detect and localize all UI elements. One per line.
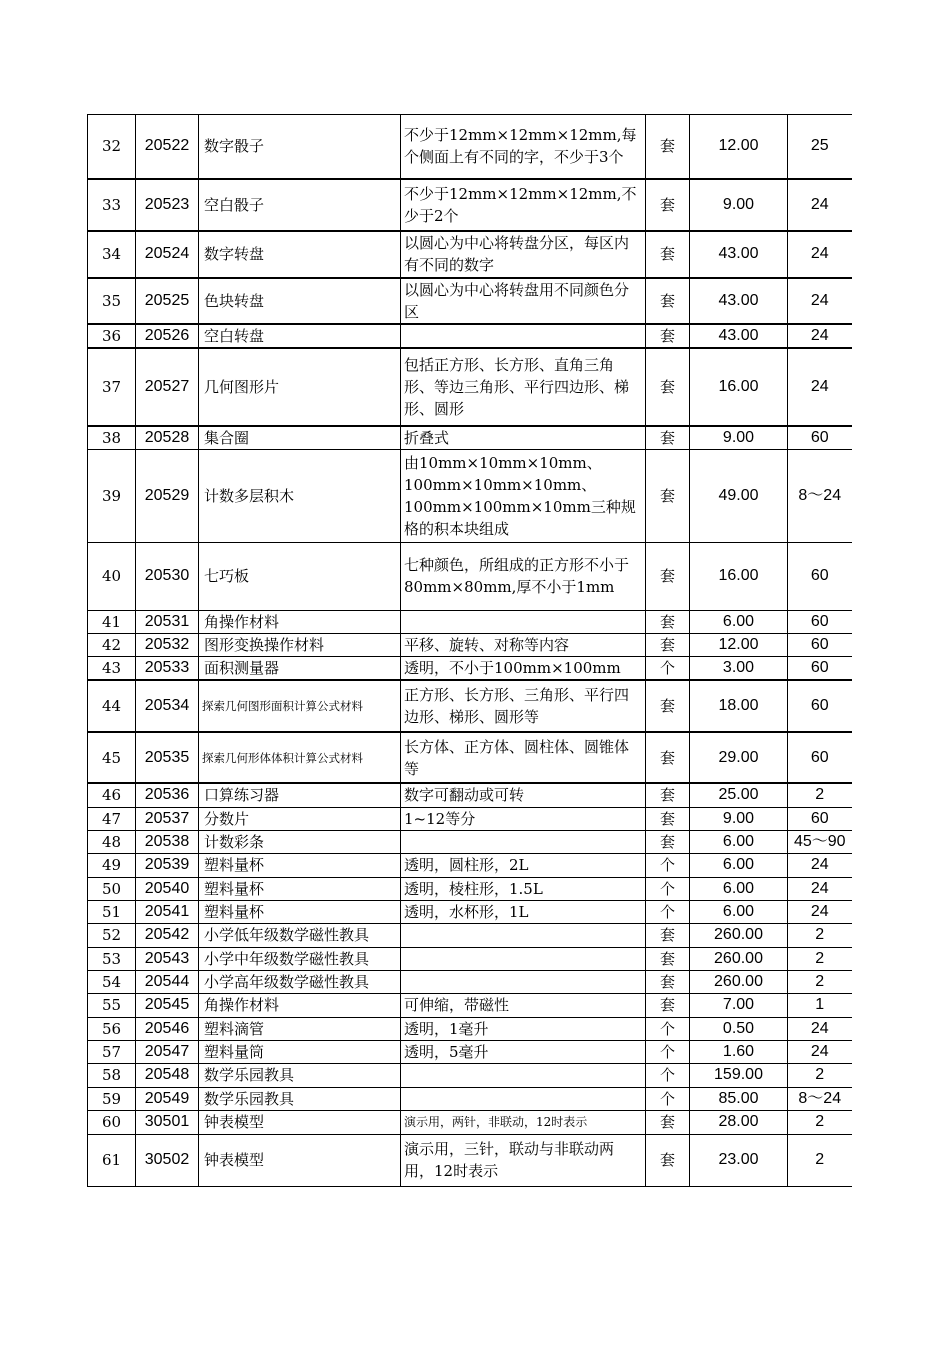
item-spec: 以圆心为中心将转盘用不同颜色分区: [401, 278, 646, 324]
item-spec: 平移、旋转、对称等内容: [401, 633, 646, 656]
item-price: 1.60: [690, 1040, 788, 1063]
item-code: 20534: [136, 680, 199, 732]
item-price: 28.00: [690, 1110, 788, 1134]
item-spec: [401, 830, 646, 853]
item-quantity: 2: [788, 783, 852, 807]
row-number: 44: [88, 680, 136, 732]
item-spec: 透明，圆柱形，2L: [401, 853, 646, 877]
item-spec: 不少于12mm×12mm×12mm,不少于2个: [401, 179, 646, 231]
item-name: 面积测量器: [199, 656, 401, 680]
table-row: [88, 947, 852, 970]
item-code: 20536: [136, 783, 199, 807]
table-row: [88, 231, 852, 278]
item-name: 分数片: [199, 807, 401, 830]
item-quantity: 24: [788, 324, 852, 348]
table-row: [88, 1063, 852, 1087]
item-code: 20539: [136, 853, 199, 877]
item-quantity: 60: [788, 426, 852, 450]
item-code: 20526: [136, 324, 199, 348]
item-unit: 套: [646, 348, 690, 426]
item-name: 七巧板: [199, 542, 401, 610]
item-unit: 套: [646, 993, 690, 1017]
item-spec: 由10mm×10mm×10mm、100mm×10mm×10mm、100mm×100mm×10mm三种规格的积本块组成: [401, 449, 646, 542]
table-row: [88, 1087, 852, 1110]
item-spec: [401, 923, 646, 947]
row-number: 56: [88, 1017, 136, 1040]
table-row: [88, 923, 852, 947]
table-row: [88, 732, 852, 783]
row-number: 54: [88, 970, 136, 993]
item-price: 3.00: [690, 656, 788, 680]
item-code: 20546: [136, 1017, 199, 1040]
item-code: 20549: [136, 1087, 199, 1110]
item-unit: 个: [646, 1087, 690, 1110]
item-quantity: 25: [788, 115, 852, 179]
item-price: 6.00: [690, 610, 788, 633]
row-number: 40: [88, 542, 136, 610]
item-name: 空白骰子: [199, 179, 401, 231]
item-name: 几何图形片: [199, 348, 401, 426]
row-number: 50: [88, 877, 136, 900]
table-row: [88, 278, 852, 324]
item-price: 16.00: [690, 542, 788, 610]
item-unit: 套: [646, 1110, 690, 1134]
item-code: 20541: [136, 900, 199, 923]
item-name: 小学高年级数学磁性教具: [199, 970, 401, 993]
item-spec: [401, 610, 646, 633]
table-row: [88, 426, 852, 450]
item-unit: 个: [646, 900, 690, 923]
item-quantity: 45～90: [788, 830, 852, 853]
item-price: 29.00: [690, 732, 788, 783]
row-number: 47: [88, 807, 136, 830]
item-spec: 演示用，三针，联动与非联动两用，12时表示: [401, 1134, 646, 1186]
item-unit: 套: [646, 449, 690, 542]
table-row: [88, 970, 852, 993]
item-quantity: 2: [788, 1063, 852, 1087]
row-number: 37: [88, 348, 136, 426]
item-unit: 套: [646, 923, 690, 947]
item-unit: 个: [646, 1017, 690, 1040]
item-spec: [401, 1087, 646, 1110]
item-code: 20528: [136, 426, 199, 450]
item-quantity: 24: [788, 1017, 852, 1040]
row-number: 34: [88, 231, 136, 278]
item-quantity: 24: [788, 900, 852, 923]
item-spec: [401, 1063, 646, 1087]
table-row: [88, 783, 852, 807]
table-row: [88, 993, 852, 1017]
item-code: 20543: [136, 947, 199, 970]
item-spec: 透明，水杯形，1L: [401, 900, 646, 923]
item-unit: 套: [646, 807, 690, 830]
table-row: [88, 449, 852, 542]
row-number: 35: [88, 278, 136, 324]
item-price: 23.00: [690, 1134, 788, 1186]
item-name: 塑料量杯: [199, 853, 401, 877]
item-price: 85.00: [690, 1087, 788, 1110]
item-unit: 个: [646, 877, 690, 900]
item-unit: 套: [646, 115, 690, 179]
row-number: 48: [88, 830, 136, 853]
table-row: [88, 807, 852, 830]
item-quantity: 24: [788, 348, 852, 426]
item-name: 数学乐园教具: [199, 1087, 401, 1110]
item-quantity: 2: [788, 1110, 852, 1134]
item-spec: 不少于12mm×12mm×12mm,每个侧面上有不同的字，不少于3个: [401, 115, 646, 179]
item-name: 小学中年级数学磁性教具: [199, 947, 401, 970]
item-name: 角操作材料: [199, 993, 401, 1017]
item-price: 6.00: [690, 900, 788, 923]
item-quantity: 2: [788, 923, 852, 947]
item-quantity: 60: [788, 807, 852, 830]
item-quantity: 24: [788, 1040, 852, 1063]
item-name: 数学乐园教具: [199, 1063, 401, 1087]
row-number: 60: [88, 1110, 136, 1134]
item-quantity: 60: [788, 542, 852, 610]
item-quantity: 1: [788, 993, 852, 1017]
row-number: 32: [88, 115, 136, 179]
item-price: 43.00: [690, 231, 788, 278]
table-row: [88, 877, 852, 900]
item-name: 角操作材料: [199, 610, 401, 633]
item-price: 260.00: [690, 923, 788, 947]
item-code: 20540: [136, 877, 199, 900]
row-number: 55: [88, 993, 136, 1017]
item-spec: 演示用，两针，非联动，12时表示: [401, 1110, 646, 1134]
row-number: 38: [88, 426, 136, 450]
item-code: 20538: [136, 830, 199, 853]
item-price: 43.00: [690, 324, 788, 348]
item-spec: 透明，不小于100mm×100mm: [401, 656, 646, 680]
item-spec: 可伸缩，带磁性: [401, 993, 646, 1017]
item-spec: 透明，5毫升: [401, 1040, 646, 1063]
item-code: 20532: [136, 633, 199, 656]
item-code: 20542: [136, 923, 199, 947]
item-unit: 套: [646, 680, 690, 732]
item-price: 9.00: [690, 426, 788, 450]
item-price: 260.00: [690, 947, 788, 970]
item-code: 30502: [136, 1134, 199, 1186]
item-name: 塑料滴管: [199, 1017, 401, 1040]
equipment-table: [87, 114, 852, 1187]
item-spec: 七种颜色，所组成的正方形不小于80mm×80mm,厚不小于1mm: [401, 542, 646, 610]
item-spec: 长方体、正方体、圆柱体、圆锥体等: [401, 732, 646, 783]
item-quantity: 24: [788, 179, 852, 231]
item-name: 色块转盘: [199, 278, 401, 324]
item-quantity: 60: [788, 610, 852, 633]
item-spec: 包括正方形、长方形、直角三角形、等边三角形、平行四边形、梯形、圆形: [401, 348, 646, 426]
item-name: 钟表模型: [199, 1110, 401, 1134]
table-body: [88, 115, 852, 1187]
item-code: 20544: [136, 970, 199, 993]
item-price: 9.00: [690, 807, 788, 830]
item-quantity: 2: [788, 947, 852, 970]
item-price: 159.00: [690, 1063, 788, 1087]
table-row: [88, 680, 852, 732]
item-name: 探索几何图形面积计算公式材料: [199, 680, 401, 732]
item-price: 18.00: [690, 680, 788, 732]
item-price: 25.00: [690, 783, 788, 807]
item-code: 20525: [136, 278, 199, 324]
row-number: 53: [88, 947, 136, 970]
table-row: [88, 1017, 852, 1040]
item-price: 0.50: [690, 1017, 788, 1040]
item-code: 20548: [136, 1063, 199, 1087]
row-number: 41: [88, 610, 136, 633]
item-unit: 个: [646, 656, 690, 680]
item-price: 16.00: [690, 348, 788, 426]
item-code: 30501: [136, 1110, 199, 1134]
item-spec: [401, 947, 646, 970]
item-quantity: 60: [788, 656, 852, 680]
item-name: 数字骰子: [199, 115, 401, 179]
row-number: 61: [88, 1134, 136, 1186]
item-quantity: 2: [788, 970, 852, 993]
item-price: 260.00: [690, 970, 788, 993]
item-price: 9.00: [690, 179, 788, 231]
table-row: [88, 542, 852, 610]
item-quantity: 24: [788, 877, 852, 900]
item-name: 塑料量杯: [199, 900, 401, 923]
table-row: [88, 610, 852, 633]
table-row: [88, 348, 852, 426]
item-code: 20545: [136, 993, 199, 1017]
item-code: 20533: [136, 656, 199, 680]
item-price: 12.00: [690, 115, 788, 179]
item-name: 钟表模型: [199, 1134, 401, 1186]
table-row: [88, 1040, 852, 1063]
item-quantity: 60: [788, 732, 852, 783]
item-quantity: 24: [788, 278, 852, 324]
item-name: 图形变换操作材料: [199, 633, 401, 656]
item-name: 空白转盘: [199, 324, 401, 348]
row-number: 49: [88, 853, 136, 877]
item-code: 20527: [136, 348, 199, 426]
item-unit: 个: [646, 1040, 690, 1063]
table-row: [88, 324, 852, 348]
item-unit: 套: [646, 1134, 690, 1186]
item-code: 20522: [136, 115, 199, 179]
row-number: 43: [88, 656, 136, 680]
item-quantity: 8～24: [788, 1087, 852, 1110]
row-number: 33: [88, 179, 136, 231]
item-spec: 以圆心为中心将转盘分区，每区内有不同的数字: [401, 231, 646, 278]
item-spec: 正方形、长方形、三角形、平行四边形、梯形、圆形等: [401, 680, 646, 732]
table-row: [88, 900, 852, 923]
item-name: 口算练习器: [199, 783, 401, 807]
item-name: 小学低年级数学磁性教具: [199, 923, 401, 947]
row-number: 46: [88, 783, 136, 807]
item-unit: 套: [646, 278, 690, 324]
item-code: 20547: [136, 1040, 199, 1063]
item-price: 49.00: [690, 449, 788, 542]
item-unit: 套: [646, 179, 690, 231]
item-spec: 折叠式: [401, 426, 646, 450]
item-unit: 套: [646, 732, 690, 783]
item-spec: 透明，1毫升: [401, 1017, 646, 1040]
item-unit: 个: [646, 1063, 690, 1087]
item-quantity: 2: [788, 1134, 852, 1186]
item-unit: 个: [646, 853, 690, 877]
item-spec: [401, 970, 646, 993]
row-number: 51: [88, 900, 136, 923]
item-code: 20529: [136, 449, 199, 542]
item-name: 集合圈: [199, 426, 401, 450]
row-number: 36: [88, 324, 136, 348]
table-row: [88, 633, 852, 656]
item-name: 塑料量杯: [199, 877, 401, 900]
row-number: 45: [88, 732, 136, 783]
table-row: [88, 115, 852, 179]
item-code: 20523: [136, 179, 199, 231]
item-unit: 套: [646, 231, 690, 278]
table-row: [88, 853, 852, 877]
item-name: 塑料量筒: [199, 1040, 401, 1063]
row-number: 42: [88, 633, 136, 656]
item-unit: 套: [646, 542, 690, 610]
item-unit: 套: [646, 947, 690, 970]
item-quantity: 24: [788, 231, 852, 278]
item-quantity: 24: [788, 853, 852, 877]
item-code: 20535: [136, 732, 199, 783]
item-unit: 套: [646, 324, 690, 348]
item-name: 探索几何形体体积计算公式材料: [199, 732, 401, 783]
item-spec: 1~12等分: [401, 807, 646, 830]
item-price: 12.00: [690, 633, 788, 656]
item-quantity: 60: [788, 680, 852, 732]
item-unit: 套: [646, 633, 690, 656]
item-code: 20537: [136, 807, 199, 830]
row-number: 57: [88, 1040, 136, 1063]
item-name: 数字转盘: [199, 231, 401, 278]
row-number: 58: [88, 1063, 136, 1087]
item-code: 20530: [136, 542, 199, 610]
item-price: 6.00: [690, 877, 788, 900]
item-price: 6.00: [690, 853, 788, 877]
item-spec: 透明，棱柱形，1.5L: [401, 877, 646, 900]
row-number: 59: [88, 1087, 136, 1110]
item-unit: 套: [646, 610, 690, 633]
row-number: 52: [88, 923, 136, 947]
table-row: [88, 656, 852, 680]
item-quantity: 60: [788, 633, 852, 656]
item-quantity: 8～24: [788, 449, 852, 542]
item-code: 20524: [136, 231, 199, 278]
item-spec: 数字可翻动或可转: [401, 783, 646, 807]
item-price: 7.00: [690, 993, 788, 1017]
item-unit: 套: [646, 830, 690, 853]
item-unit: 套: [646, 426, 690, 450]
item-name: 计数多层积木: [199, 449, 401, 542]
table-row: [88, 1134, 852, 1186]
item-name: 计数彩条: [199, 830, 401, 853]
table-row: [88, 830, 852, 853]
item-unit: 套: [646, 970, 690, 993]
item-price: 43.00: [690, 278, 788, 324]
item-unit: 套: [646, 783, 690, 807]
item-code: 20531: [136, 610, 199, 633]
table-row: [88, 1110, 852, 1134]
table-row: [88, 179, 852, 231]
item-price: 6.00: [690, 830, 788, 853]
item-spec: [401, 324, 646, 348]
row-number: 39: [88, 449, 136, 542]
